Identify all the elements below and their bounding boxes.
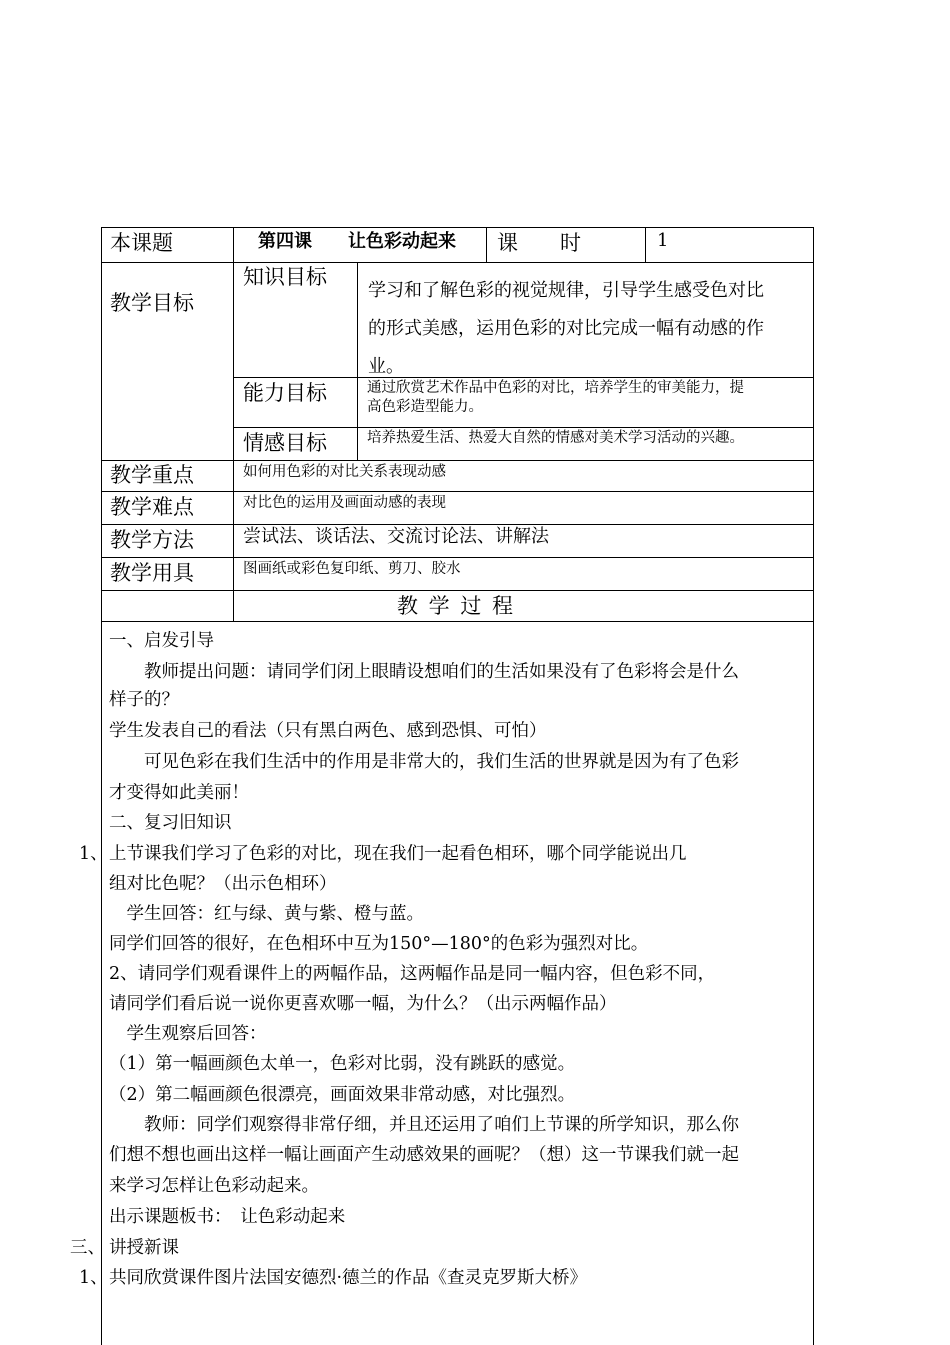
process-line: 样子的？ (109, 690, 179, 710)
row-divider (101, 557, 813, 558)
process-line: 教师提出问题：请同学们闭上眼睛设想咱们的生活如果没有了色彩将会是什么 (109, 662, 739, 682)
process-title: 教 学 过 程 (397, 594, 516, 618)
row-divider (233, 427, 813, 428)
hours-value: 1 (657, 230, 669, 251)
row-divider (101, 621, 813, 622)
key-point-text: 如何用色彩的对比关系表现动感 (243, 464, 446, 480)
column-divider (486, 227, 487, 262)
process-line: 可见色彩在我们生活中的作用是非常大的，我们生活的世界就是因为有了色彩 (109, 752, 739, 772)
ability-objective-line: 通过欣赏艺术作品中色彩的对比，培养学生的审美能力，提 (367, 380, 744, 396)
row-divider (101, 524, 813, 525)
topic-label: 本课题 (110, 231, 173, 255)
section-marker: 三、 (70, 1238, 105, 1258)
process-line: 一、启发引导 (109, 631, 214, 651)
process-line: 讲授新课 (109, 1238, 179, 1258)
process-line: 们想不想也画出这样一幅让画面产生动感效果的画呢？（想）这一节课我们就一起 (109, 1145, 739, 1165)
row-divider (101, 460, 813, 461)
hours-label: 课 时 (497, 231, 581, 255)
row-divider (101, 590, 813, 591)
process-line: 学生回答：红与绿、黄与紫、橙与蓝。 (109, 904, 424, 924)
objectives-label: 教学目标 (110, 291, 194, 315)
column-divider (357, 262, 358, 460)
column-divider (645, 227, 646, 262)
list-marker: 1、 (79, 1268, 108, 1288)
process-line: 学生发表自己的看法（只有黑白两色、感到恐惧、可怕） (109, 721, 547, 741)
method-text: 尝试法、谈话法、交流讨论法、讲解法 (243, 526, 549, 547)
knowledge-objective-label: 知识目标 (243, 265, 327, 289)
tools-text: 图画纸或彩色复印纸、剪刀、胶水 (243, 561, 461, 577)
process-line: 来学习怎样让色彩动起来。 (109, 1176, 319, 1196)
knowledge-objective-line: 学习和了解色彩的视觉规律，引导学生感受色对比 (368, 280, 764, 301)
list-marker: 1、 (79, 844, 108, 864)
emotion-objective-label: 情感目标 (243, 431, 327, 455)
row-divider (101, 491, 813, 492)
ability-objective-line: 高色彩造型能力。 (367, 399, 483, 415)
process-line: 学生观察后回答： (109, 1024, 267, 1044)
process-line: 请同学们看后说一说你更喜欢哪一幅，为什么？（出示两幅作品） (109, 994, 617, 1014)
process-line: 才变得如此美丽！ (109, 783, 249, 803)
knowledge-objective-line: 业。 (368, 356, 404, 377)
process-line: 2、请同学们观看课件上的两幅作品，这两幅作品是同一幅内容，但色彩不同， (109, 964, 716, 984)
tools-label: 教学用具 (110, 561, 194, 585)
process-line: 组对比色呢？（出示色相环） (109, 874, 337, 894)
process-line: 同学们回答的很好，在色相环中互为150°—180°的色彩为强烈对比。 (109, 934, 649, 954)
difficulty-label: 教学难点 (110, 495, 194, 519)
lesson-title: 第四课 让色彩动起来 (258, 231, 456, 252)
column-divider (233, 227, 234, 621)
key-point-label: 教学重点 (110, 463, 194, 487)
row-divider (233, 377, 813, 378)
ability-objective-label: 能力目标 (243, 381, 327, 405)
row-divider (101, 262, 813, 263)
process-line: 出示课题板书： 让色彩动起来 (109, 1207, 346, 1227)
process-line: 二、复习旧知识 (109, 813, 232, 833)
process-line: （2）第二幅画颜色很漂亮，画面效果非常动感，对比强烈。 (109, 1085, 576, 1105)
emotion-objective-text: 培养热爱生活、热爱大自然的情感对美术学习活动的兴趣。 (367, 430, 744, 446)
process-line: （1）第一幅画颜色太单一，色彩对比弱，没有跳跃的感觉。 (109, 1054, 576, 1074)
process-line: 教师：同学们观察得非常仔细，并且还运用了咱们上节课的所学知识，那么你 (109, 1115, 739, 1135)
knowledge-objective-line: 的形式美感，运用色彩的对比完成一幅有动感的作 (368, 318, 764, 339)
difficulty-text: 对比色的运用及画面动感的表现 (243, 495, 446, 511)
method-label: 教学方法 (110, 528, 194, 552)
process-line: 上节课我们学习了色彩的对比，现在我们一起看色相环，哪个同学能说出几 (109, 844, 687, 864)
process-line: 共同欣赏课件图片法国安德烈·德兰的作品《查灵克罗斯大桥》 (109, 1268, 588, 1288)
